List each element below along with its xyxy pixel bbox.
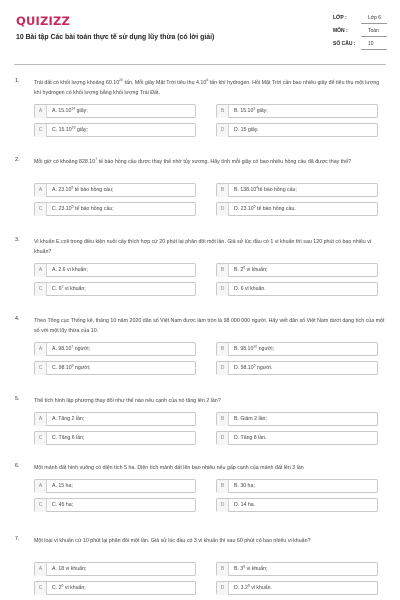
question-text: Vi khuẩn E.coli trong điều kiện nuôi cấy thích hợp cứ 20 phút lại phân đôi một lần. Giả sử lúc đầu có 1 vi khuẩn thì sau 120 phút có bao nhiêu vi khuẩn? xyxy=(34,239,372,255)
option-text: C. 98.10$^6$ người; xyxy=(52,363,91,371)
option-text: D. 98.10$^5$ người. xyxy=(234,363,273,371)
option-letter: D xyxy=(217,582,229,595)
option-letter: C xyxy=(35,124,47,137)
meta-row-subject xyxy=(327,24,387,37)
option-text: C. 45 ha; xyxy=(52,502,74,508)
option-letter: A xyxy=(35,413,47,426)
option-letter: B xyxy=(217,413,229,426)
option-text: B. 15.10$^3$ giây; xyxy=(234,106,268,114)
answer-option-d[interactable] xyxy=(216,581,378,595)
option-letter: A xyxy=(35,105,47,118)
option-text: B. $2^6$ vi khuẩn; xyxy=(234,265,268,273)
option-text: A. 98.10$^7$ người; xyxy=(52,344,90,352)
option-text: B. $3^6$ vi khuẩn; xyxy=(234,564,268,572)
option-letter: A xyxy=(35,184,47,197)
option-text: B. 98.10$^{10}$ người; xyxy=(234,344,274,352)
option-letter: D xyxy=(217,432,229,445)
quizizz-logo: QUIZIZZ xyxy=(16,14,71,28)
option-letter: A xyxy=(35,563,47,576)
question-number: 4. xyxy=(15,316,20,322)
option-text: C. $2^6$ vi khuẩn; xyxy=(52,583,86,591)
option-text: D. 14 ha. xyxy=(234,502,256,508)
option-text: A. 15.10$^{14}$ giây; xyxy=(52,106,88,114)
option-letter: B xyxy=(217,105,229,118)
answer-option-c[interactable] xyxy=(34,202,196,216)
answer-option-d[interactable] xyxy=(216,361,378,375)
answer-option-b[interactable] xyxy=(216,104,378,118)
option-letter: B xyxy=(217,264,229,277)
question-number: 6. xyxy=(15,463,20,469)
meta-info xyxy=(327,11,387,50)
option-text: D. 15 giây. xyxy=(234,127,259,133)
option-text: A. 15 ha; xyxy=(52,483,73,489)
question-number: 2. xyxy=(15,157,20,163)
answer-option-b[interactable] xyxy=(216,263,378,277)
option-letter: C xyxy=(35,283,47,296)
option-letter: B xyxy=(217,563,229,576)
option-text: A. 18 vi khuẩn; xyxy=(52,566,87,572)
option-letter: B xyxy=(217,184,229,197)
answer-option-a[interactable] xyxy=(34,562,196,576)
option-text: C. 15.10$^{26}$ giây; xyxy=(52,125,88,133)
option-letter: C xyxy=(35,203,47,216)
meta-value: Toán xyxy=(368,28,379,34)
option-text: D. 6 vi khuẩn. xyxy=(234,286,266,292)
answer-option-a[interactable] xyxy=(34,104,196,118)
question-number: 5. xyxy=(15,396,20,402)
option-letter: D xyxy=(217,499,229,512)
question-text: Theo Tổng cục Thống kê, tháng 10 năm 2020 dân số Việt Nam được làm tròn là 98 000 000 người. Hãy viết dân số Việt Nam dưới dạng tích của một số với một lũy thừa của 10. xyxy=(34,318,385,334)
option-text: D. Tăng 8 lần. xyxy=(234,435,267,441)
option-text: B. Giảm 2 lần; xyxy=(234,416,267,422)
option-letter: D xyxy=(217,362,229,375)
option-letter: C xyxy=(35,582,47,595)
option-text: D. 23.10$^6$ tế bào hồng cầu. xyxy=(234,204,296,212)
option-letter: C xyxy=(35,362,47,375)
meta-label: MÔN : xyxy=(333,28,348,34)
option-letter: B xyxy=(217,343,229,356)
question-text: Trái đất có khối lượng khoảng 60.10$^{20}$ tấn. Mỗi giây Mặt Trời tiêu thụ 4.10$^6$ tấn khí hydrogen. Hỏi Mặt Trời cần bao nhiêu giây để tiêu thụ một lượng khí hydrogen có khối lượng bằng khối lượng Trái Đất. xyxy=(34,78,380,96)
meta-underline xyxy=(361,49,387,50)
option-letter: C xyxy=(35,432,47,445)
answer-option-a[interactable] xyxy=(34,412,196,426)
answer-option-d[interactable] xyxy=(216,498,378,512)
option-letter: A xyxy=(35,264,47,277)
answer-option-b[interactable] xyxy=(216,562,378,576)
option-text: C. $6^2$ vi khuẩn; xyxy=(52,284,86,292)
question-number: 1. xyxy=(15,78,20,84)
answer-option-b[interactable] xyxy=(216,412,378,426)
answer-option-d[interactable] xyxy=(216,202,378,216)
option-text: A. 23.10$^5$ tế bào hồng cầu; xyxy=(52,185,114,193)
answer-option-a[interactable] xyxy=(34,263,196,277)
answer-option-a[interactable] xyxy=(34,479,196,493)
option-letter: A xyxy=(35,480,47,493)
option-letter: A xyxy=(35,343,47,356)
answer-option-c[interactable] xyxy=(34,282,196,296)
option-text: B. 30 ha; xyxy=(234,483,255,489)
answer-option-d[interactable] xyxy=(216,282,378,296)
answer-option-c[interactable] xyxy=(34,581,196,595)
option-letter: C xyxy=(35,499,47,512)
meta-label: LỚP : xyxy=(333,15,347,21)
option-text: D. $3.2^6$ vi khuẩn. xyxy=(234,583,273,591)
option-text: A. Tăng 2 lần; xyxy=(52,416,85,422)
answer-option-b[interactable] xyxy=(216,342,378,356)
question-text: Một loại vi khuẩn cứ 10 phút lại phân đôi một lần. Giả sử lúc đầu có 3 vi khuẩn thì sau 60 phút có bao nhiêu vi khuẩn? xyxy=(34,538,311,544)
question-text: Mỗi giờ có khoảng 828.10$^7$ tế bào hồng cầu được thay thế nhờ tủy xương. Hãy tính mỗi giây có bao nhiêu hồng cầu đã được thay thế? xyxy=(34,157,352,165)
option-text: C. 23.10$^5$ tế bào hồng cầu; xyxy=(52,204,114,212)
question-number: 7. xyxy=(15,536,20,542)
option-text: A. 2.6 vi khuẩn; xyxy=(52,267,88,273)
page-title: 10 Bài tập Các bài toán thực tế sử dụng lũy thừa (có lời giải) xyxy=(16,34,215,41)
option-letter: D xyxy=(217,283,229,296)
header-divider xyxy=(14,64,386,65)
answer-option-c[interactable] xyxy=(34,361,196,375)
question-number: 3. xyxy=(15,237,20,243)
worksheet-header xyxy=(0,0,400,64)
option-text: B. 138.10$^4$tế bào hồng cầu; xyxy=(234,185,297,193)
answer-option-a[interactable] xyxy=(34,342,196,356)
meta-value: Lớp 6 xyxy=(368,15,382,21)
answer-option-c[interactable] xyxy=(34,498,196,512)
question-text: Một mảnh đất hình vuông có diện tích 5 ha. Diện tích mảnh đất lên bao nhiêu nếu gấp cạnh của mảnh đất lên 3 lần xyxy=(34,465,304,471)
answer-option-d[interactable] xyxy=(216,431,378,445)
meta-value: 10 xyxy=(368,41,374,47)
option-text: C. Tăng 6 lần; xyxy=(52,435,85,441)
meta-label: SỐ CÂU : xyxy=(333,41,356,47)
answer-option-c[interactable] xyxy=(34,431,196,445)
question-text: Thể tích hình lập phương thay đổi như thế nào nếu cạnh của nó tăng lên 2 lần? xyxy=(34,398,221,404)
option-letter: D xyxy=(217,124,229,137)
answer-option-c[interactable] xyxy=(34,123,196,137)
answer-option-d[interactable] xyxy=(216,123,378,137)
meta-row-class xyxy=(327,11,387,24)
option-letter: B xyxy=(217,480,229,493)
answer-option-b[interactable] xyxy=(216,479,378,493)
meta-row-count xyxy=(327,37,387,50)
answer-option-b[interactable] xyxy=(216,183,378,197)
option-letter: D xyxy=(217,203,229,216)
answer-option-a[interactable] xyxy=(34,183,196,197)
